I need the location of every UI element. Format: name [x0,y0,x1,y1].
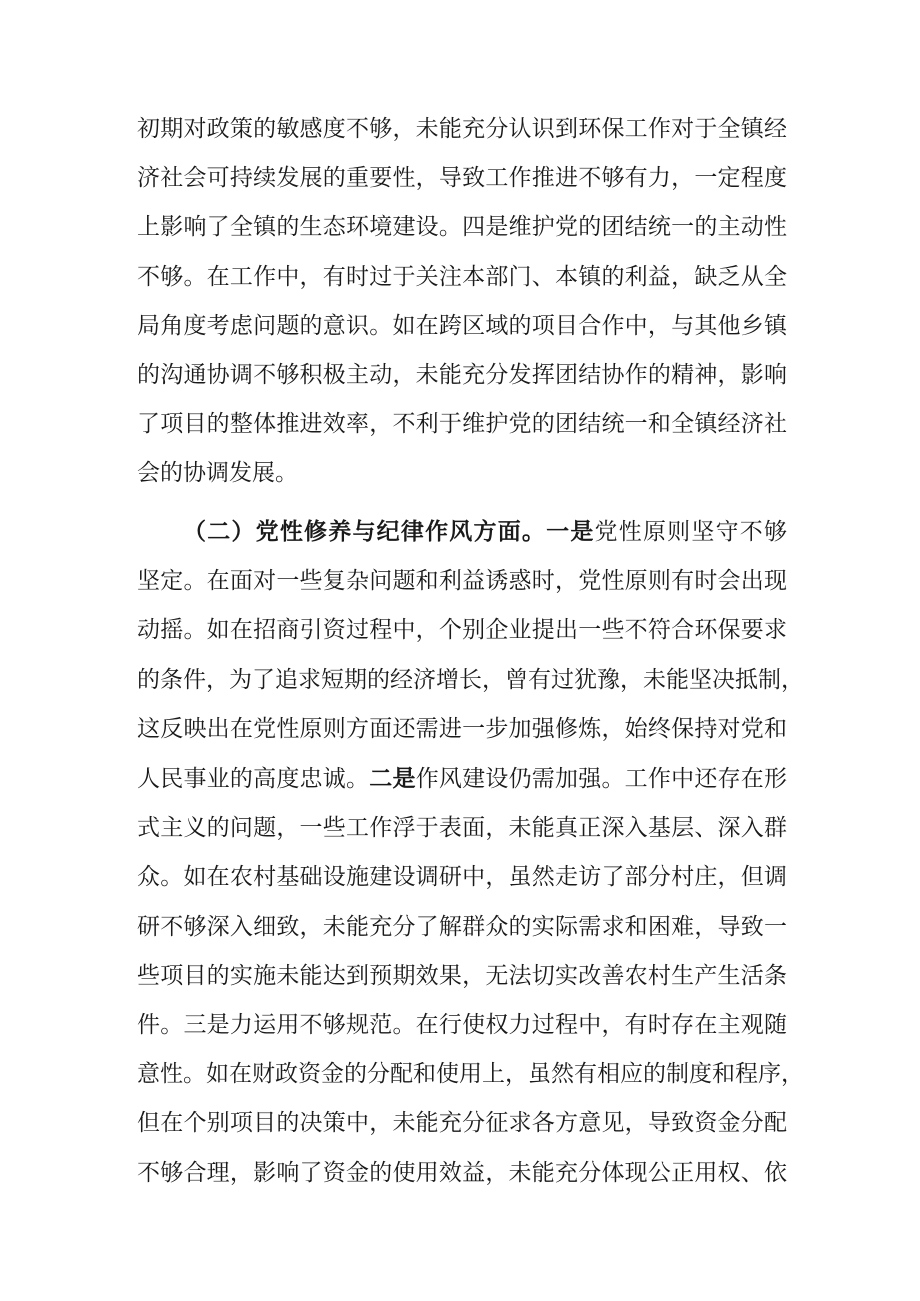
text-line: 了项目的整体推进效率，不利于维护党的团结统一和全镇经济社 [137,411,787,438]
lead-bold-1: 一是 [546,518,595,545]
text-line: 济社会可持续发展的重要性，导致工作推进不够有力，一定程度 [137,165,787,192]
paragraph-2 [137,507,804,1198]
lead-bold-2: 二是 [369,765,416,793]
text-run: 作风建设仍需加强。工作中还存在形 [415,766,788,793]
text-line-first [137,507,787,557]
text-run: 党性原则坚守不够 [594,519,788,545]
text-line: 不够。在工作中，有时过于关注本部门、本镇的利益，缺乏从全 [137,263,787,290]
text-line: 众。如在农村基础设施建设调研中，虽然走访了部分村庄，但调 [137,864,787,891]
text-line: 上影响了全镇的生态环境建设。四是维护党的团结统一的主动性 [137,214,787,241]
text-line: 些项目的实施未能达到预期效果，无法切实改善农村生产生活条 [137,962,787,989]
text-line: 件。三是力运用不够规范。在行使权力过程中，有时存在主观随 [137,1012,787,1039]
text-line: 的沟通协调不够积极主动，未能充分发挥团结协作的精神，影响 [137,362,787,389]
text-line: 但在个别项目的决策中，未能充分征求各方意见，导致资金分配 [137,1110,787,1137]
text-run: 人民事业的高度忠诚。 [137,766,370,793]
text-line: 会的协调发展。 [137,460,298,487]
text-line [137,754,787,804]
text-line: 初期对政策的敏感度不够，未能充分认识到环保工作对于全镇经 [137,116,787,142]
text-line: 研不够深入细致，未能充分了解群众的实际需求和困难，导致一 [137,913,787,940]
text-line: 局角度考虑问题的意识。如在跨区域的项目合作中，与其他乡镇 [137,312,787,339]
text-line: 不够合理，影响了资金的使用效益，未能充分体现公正用权、依 [137,1159,787,1186]
paragraph-1 [137,105,787,499]
text-line: 这反映出在党性原则方面还需进一步加强修炼，始终保持对党和 [137,715,787,742]
text-line: 的条件，为了追求短期的经济增长，曾有过犹豫，未能坚决抵制， [137,666,804,693]
text-line: 意性。如在财政资金的分配和使用上，虽然有相应的制度和程序， [137,1061,804,1088]
text-line: 坚定。在面对一些复杂问题和利益诱惑时，党性原则有时会出现 [137,568,787,595]
text-line: 式主义的问题，一些工作浮于表面，未能真正深入基层、深入群 [137,815,787,842]
section-heading: （二）党性修养与纪律作风方面。 [183,518,547,545]
text-line: 动摇。如在招商引资过程中，个别企业提出一些不符合环保要求 [137,617,787,644]
